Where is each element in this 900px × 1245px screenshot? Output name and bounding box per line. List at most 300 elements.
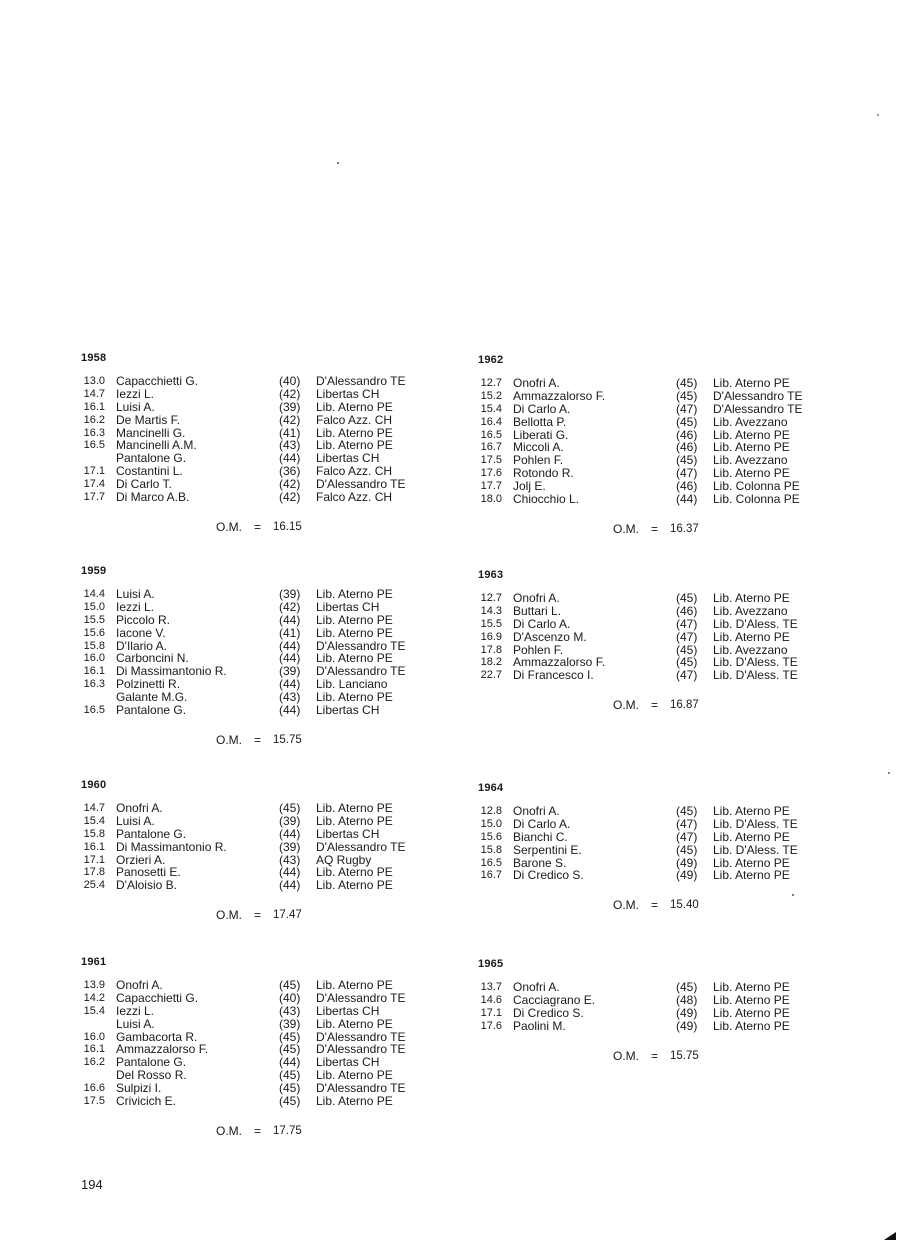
athlete-name: Pohlen F.: [513, 642, 564, 657]
club-name: D'Alessandro TE: [316, 990, 406, 1005]
athlete-name: Iezzi L.: [116, 386, 155, 401]
result-row: [81, 587, 393, 601]
birth-year: (46): [676, 427, 698, 442]
birth-year: (45): [279, 1029, 301, 1044]
season-1961: [81, 956, 406, 1138]
club-name: Lib. Aterno PE: [316, 865, 393, 880]
result-time: 17.6: [480, 1019, 502, 1032]
club-name: AQ Rugby: [316, 852, 372, 867]
birth-year: (45): [279, 1094, 301, 1109]
result-row: [81, 826, 380, 841]
result-time: 17.1: [480, 1006, 502, 1019]
birth-year: (45): [676, 655, 698, 670]
season-year: 1961: [81, 956, 107, 968]
athlete-name: Di Massimantonio R.: [116, 664, 227, 679]
average-value: 15.75: [670, 1049, 699, 1062]
athlete-name: Bellotta P.: [513, 414, 567, 429]
result-row: [81, 412, 393, 427]
club-name: D'Alessandro TE: [316, 638, 406, 653]
result-time: 15.8: [83, 827, 105, 840]
corner-mark: [884, 1232, 896, 1240]
club-name: Lib. Aterno PE: [316, 612, 393, 627]
birth-year: (44): [279, 703, 301, 718]
athlete-name: Costantini L.: [116, 464, 183, 479]
result-time: 22.7: [480, 669, 502, 682]
club-name: Lib. Aterno PE: [713, 466, 790, 481]
club-name: Lib. Aterno PE: [316, 1068, 393, 1083]
club-name: D'Alessandro TE: [316, 1029, 406, 1044]
club-name: Lib. Aterno PE: [316, 690, 393, 705]
athlete-name: Del Rosso R.: [116, 1068, 187, 1083]
result-time: 16.7: [480, 441, 502, 454]
season-average: [478, 1048, 699, 1063]
scan-speck: [877, 114, 879, 116]
club-name: Lib. Colonna PE: [713, 492, 800, 507]
result-time: 16.9: [480, 630, 502, 643]
club-name: Lib. D'Aless. TE: [713, 668, 798, 683]
result-row: [81, 865, 393, 880]
result-row: [81, 1016, 393, 1031]
club-name: Lib. Aterno PE: [713, 591, 790, 605]
result-row: [478, 816, 798, 831]
athlete-name: Onofri A.: [116, 801, 163, 815]
result-time: 17.7: [480, 480, 502, 493]
birth-year: (41): [279, 625, 301, 640]
birth-year: (47): [676, 616, 698, 631]
birth-year: (45): [279, 1081, 301, 1096]
scan-speck: [792, 894, 794, 896]
equals-sign: =: [651, 521, 659, 536]
result-row: [81, 978, 393, 992]
athlete-name: D'Ilario A.: [116, 638, 167, 653]
season-average: [478, 898, 699, 913]
club-name: Lib. Aterno PE: [713, 629, 790, 644]
result-row: [478, 427, 790, 442]
average-value: 16.37: [670, 522, 699, 535]
club-name: D'Alessandro TE: [316, 839, 406, 854]
athlete-name: Onofri A.: [513, 376, 560, 390]
athlete-name: Jolj E.: [513, 479, 546, 494]
season-1965: [478, 958, 790, 1063]
result-row: [478, 980, 790, 994]
result-time: 18.2: [480, 656, 502, 669]
birth-year: (45): [676, 804, 698, 818]
result-time: 16.4: [480, 415, 502, 428]
result-row: [81, 399, 393, 414]
athlete-name: De Martis F.: [116, 412, 181, 427]
result-row: [81, 664, 406, 679]
athlete-name: Iezzi L.: [116, 1003, 155, 1018]
club-name: Lib. Aterno PE: [316, 625, 393, 640]
birth-year: (42): [279, 412, 301, 427]
club-name: Lib. Aterno PE: [316, 1094, 393, 1109]
result-row: [81, 1094, 393, 1109]
club-name: Libertas CH: [316, 826, 380, 841]
athlete-name: Bianchi C.: [513, 829, 568, 844]
club-name: Lib. Aterno PE: [316, 978, 393, 992]
athlete-name: D'Ascenzo M.: [513, 629, 587, 644]
birth-year: (43): [279, 1003, 301, 1018]
result-row: [478, 492, 800, 507]
birth-year: (47): [676, 829, 698, 844]
result-time: 16.1: [83, 1043, 105, 1056]
club-name: D'Alessandro TE: [316, 374, 406, 388]
result-row: [478, 466, 790, 481]
equals-sign: =: [254, 732, 262, 747]
athlete-name: Pantalone G.: [116, 1055, 187, 1070]
average-label: O.M.: [613, 521, 639, 536]
birth-year: (44): [676, 492, 698, 507]
birth-year: (44): [279, 451, 301, 466]
result-row: [81, 852, 372, 867]
athlete-name: Di Massimantonio R.: [116, 839, 227, 854]
club-name: Libertas CH: [316, 703, 380, 718]
club-name: D'Alessandro TE: [316, 664, 406, 679]
result-row: [478, 453, 788, 468]
athlete-name: Serpentini E.: [513, 842, 582, 857]
club-name: Lib. Aterno PE: [713, 427, 790, 442]
season-average: [81, 732, 302, 747]
club-name: D'Alessandro TE: [713, 388, 803, 403]
athlete-name: Luisi A.: [116, 587, 155, 601]
result-row: [478, 655, 798, 670]
average-value: 16.15: [273, 520, 302, 533]
equals-sign: =: [254, 519, 262, 534]
result-time: 15.8: [480, 843, 502, 856]
club-name: Lib. Aterno PE: [316, 438, 393, 453]
athlete-name: Miccoli A.: [513, 440, 564, 455]
result-time: 16.7: [480, 869, 502, 882]
birth-year: (45): [279, 801, 301, 815]
result-time: 14.7: [83, 802, 105, 814]
average-label: O.M.: [613, 898, 639, 913]
athlete-name: Luisi A.: [116, 1016, 155, 1031]
average-value: 15.75: [273, 733, 302, 746]
result-row: [81, 612, 393, 627]
result-time: 16.1: [83, 665, 105, 678]
birth-year: (39): [279, 399, 301, 414]
athlete-name: Iacone V.: [116, 625, 166, 640]
club-name: Lib. Aterno PE: [316, 801, 393, 815]
result-time: 12.8: [480, 805, 502, 817]
equals-sign: =: [254, 908, 262, 923]
result-row: [81, 801, 393, 815]
result-row: [81, 1068, 393, 1083]
athlete-name: Onofri A.: [513, 804, 560, 818]
athlete-name: Di Carlo A.: [513, 401, 571, 416]
birth-year: (41): [279, 425, 301, 440]
club-name: Lib. Aterno PE: [713, 804, 790, 818]
season-year: 1962: [478, 354, 504, 366]
athlete-name: Onofri A.: [513, 980, 560, 994]
club-name: Lib. Aterno PE: [713, 1018, 790, 1033]
athlete-name: Di Francesco I.: [513, 668, 594, 683]
birth-year: (43): [279, 438, 301, 453]
athlete-name: Pantalone G.: [116, 826, 187, 841]
birth-year: (39): [279, 587, 301, 601]
club-name: Lib. D'Aless. TE: [713, 655, 798, 670]
birth-year: (48): [676, 992, 698, 1007]
club-name: Falco Azz. CH: [316, 464, 393, 479]
result-row: [478, 414, 788, 429]
result-row: [81, 1029, 406, 1044]
result-row: [478, 401, 803, 416]
athlete-name: Pohlen F.: [513, 453, 564, 468]
result-row: [478, 616, 798, 631]
page-number: 194: [81, 1177, 103, 1192]
birth-year: (45): [279, 1068, 301, 1083]
result-time: 18.0: [480, 493, 502, 506]
result-time: 16.3: [83, 678, 105, 691]
result-time: 25.4: [83, 879, 105, 892]
result-row: [81, 386, 380, 401]
club-name: Lib. Avezzano: [713, 453, 788, 468]
athlete-name: Capacchietti G.: [116, 374, 199, 388]
birth-year: (45): [676, 414, 698, 429]
birth-year: (44): [279, 651, 301, 666]
result-time: 15.4: [83, 1004, 105, 1017]
average-label: O.M.: [216, 908, 242, 923]
athlete-name: Carboncini N.: [116, 651, 189, 666]
result-time: 15.5: [480, 617, 502, 630]
result-row: [81, 1081, 406, 1096]
result-row: [81, 490, 393, 505]
average-label: O.M.: [613, 698, 639, 713]
birth-year: (49): [676, 855, 698, 870]
result-row: [478, 642, 788, 657]
result-row: [81, 464, 393, 479]
result-time: 14.2: [83, 991, 105, 1004]
birth-year: (47): [676, 668, 698, 683]
result-time: 15.4: [83, 814, 105, 827]
equals-sign: =: [651, 698, 659, 713]
athlete-name: Gambacorta R.: [116, 1029, 198, 1044]
result-time: 15.6: [83, 626, 105, 639]
equals-sign: =: [254, 1123, 262, 1138]
birth-year: (42): [279, 599, 301, 614]
athlete-name: Di Carlo A.: [513, 816, 571, 831]
result-time: 16.1: [83, 400, 105, 413]
result-time: 15.6: [480, 830, 502, 843]
club-name: Lib. Avezzano: [713, 603, 788, 618]
result-time: 13.7: [480, 981, 502, 993]
season-1962: [478, 354, 803, 536]
club-name: Falco Azz. CH: [316, 412, 393, 427]
season-average: [81, 908, 302, 923]
club-name: Lib. Aterno PE: [713, 829, 790, 844]
result-time: 17.6: [480, 467, 502, 480]
birth-year: (39): [279, 664, 301, 679]
result-time: 16.3: [83, 426, 105, 439]
club-name: Lib. Avezzano: [713, 414, 788, 429]
athlete-name: Di Credico S.: [513, 1005, 584, 1020]
birth-year: (47): [676, 629, 698, 644]
result-time: 15.5: [83, 613, 105, 626]
birth-year: (45): [279, 978, 301, 992]
result-time: 16.0: [83, 1030, 105, 1043]
result-row: [478, 868, 790, 883]
athlete-name: Capacchietti G.: [116, 990, 199, 1005]
result-time: 17.1: [83, 853, 105, 866]
athlete-name: Onofri A.: [513, 591, 560, 605]
result-row: [478, 804, 790, 818]
athlete-name: Barone S.: [513, 855, 567, 870]
average-value: 15.40: [670, 899, 699, 912]
result-time: 15.2: [480, 389, 502, 402]
birth-year: (44): [279, 826, 301, 841]
birth-year: (40): [279, 374, 301, 388]
athlete-name: Orzieri A.: [116, 852, 166, 867]
birth-year: (46): [676, 603, 698, 618]
club-name: Lib. Aterno PE: [713, 868, 790, 883]
result-row: [478, 629, 790, 644]
result-time: 17.7: [83, 491, 105, 504]
season-average: [81, 519, 302, 534]
club-name: Lib. Aterno PE: [713, 855, 790, 870]
club-name: Lib. D'Aless. TE: [713, 842, 798, 857]
result-row: [81, 990, 406, 1005]
athlete-name: Panosetti E.: [116, 865, 181, 880]
birth-year: (42): [279, 386, 301, 401]
result-row: [81, 878, 393, 893]
result-time: 15.4: [480, 402, 502, 415]
club-name: Libertas CH: [316, 451, 380, 466]
average-value: 16.87: [670, 699, 699, 712]
result-row: [81, 690, 393, 705]
athlete-name: Buttari L.: [513, 603, 562, 618]
club-name: Lib. Avezzano: [713, 642, 788, 657]
club-name: Lib. D'Aless. TE: [713, 816, 798, 831]
athlete-name: D'Aloisio B.: [116, 878, 177, 893]
club-name: Lib. Aterno PE: [316, 587, 393, 601]
result-row: [478, 668, 798, 683]
club-name: Lib. Aterno PE: [713, 992, 790, 1007]
birth-year: (46): [676, 479, 698, 494]
club-name: Lib. Aterno PE: [316, 1016, 393, 1031]
birth-year: (44): [279, 865, 301, 880]
result-row: [81, 374, 406, 388]
birth-year: (45): [676, 642, 698, 657]
result-time: 16.5: [83, 439, 105, 452]
season-1959: [81, 565, 406, 747]
result-row: [81, 813, 393, 828]
result-row: [81, 451, 380, 466]
result-time: 14.7: [83, 387, 105, 400]
athlete-name: Mancinelli G.: [116, 425, 186, 440]
club-name: Lib. Lanciano: [316, 677, 388, 692]
athlete-name: Mancinelli A.M.: [116, 438, 197, 453]
average-label: O.M.: [216, 1123, 242, 1138]
season-year: 1960: [81, 779, 107, 791]
athlete-name: Cacciagrano E.: [513, 992, 596, 1007]
club-name: Libertas CH: [316, 599, 380, 614]
birth-year: (44): [279, 638, 301, 653]
athlete-name: Luisi A.: [116, 813, 155, 828]
club-name: Lib. Aterno PE: [316, 813, 393, 828]
birth-year: (39): [279, 1016, 301, 1031]
athlete-name: Ammazzalorso F.: [513, 655, 606, 670]
athlete-name: Onofri A.: [116, 978, 163, 992]
result-time: 16.6: [83, 1082, 105, 1095]
average-value: 17.47: [273, 909, 302, 922]
club-name: D'Alessandro TE: [316, 1081, 406, 1096]
season-1963: [478, 569, 798, 713]
season-year: 1964: [478, 782, 504, 794]
club-name: Lib. Aterno PE: [316, 878, 393, 893]
club-name: Lib. Aterno PE: [316, 651, 393, 666]
athlete-name: Crivicich E.: [116, 1094, 177, 1109]
result-time: 14.4: [83, 588, 105, 600]
birth-year: (42): [279, 490, 301, 505]
result-row: [478, 829, 790, 844]
club-name: Libertas CH: [316, 1055, 380, 1070]
result-row: [81, 1003, 380, 1018]
season-average: [478, 521, 699, 536]
club-name: D'Alessandro TE: [316, 1042, 406, 1057]
birth-year: (44): [279, 1055, 301, 1070]
birth-year: (44): [279, 677, 301, 692]
birth-year: (39): [279, 839, 301, 854]
birth-year: (44): [279, 612, 301, 627]
athlete-name: Polzinetti R.: [116, 677, 181, 692]
athlete-name: Luisi A.: [116, 399, 155, 414]
birth-year: (47): [676, 401, 698, 416]
result-time: 15.0: [480, 817, 502, 830]
season-year: 1958: [81, 352, 107, 364]
result-time: 15.0: [83, 600, 105, 613]
result-row: [81, 1055, 380, 1070]
season-average: [81, 1123, 302, 1138]
athlete-name: Piccolo R.: [116, 612, 171, 627]
birth-year: (49): [676, 1005, 698, 1020]
season-average: [478, 698, 699, 713]
season-year: 1959: [81, 565, 107, 577]
result-time: 17.1: [83, 465, 105, 478]
birth-year: (45): [676, 376, 698, 390]
result-row: [81, 651, 393, 666]
result-row: [81, 599, 380, 614]
average-value: 17.75: [273, 1124, 302, 1137]
result-time: 17.5: [480, 454, 502, 467]
athlete-name: Pantalone G.: [116, 703, 187, 718]
result-row: [478, 479, 800, 494]
athlete-name: Di Carlo A.: [513, 616, 571, 631]
birth-year: (42): [279, 477, 301, 492]
result-time: 12.7: [480, 377, 502, 389]
result-row: [478, 376, 790, 390]
athlete-name: Rotondo R.: [513, 466, 574, 481]
result-time: 17.8: [83, 866, 105, 879]
result-row: [81, 438, 393, 453]
birth-year: (36): [279, 464, 301, 479]
birth-year: (47): [676, 816, 698, 831]
result-row: [478, 992, 790, 1007]
birth-year: (49): [676, 1018, 698, 1033]
result-time: 16.5: [480, 428, 502, 441]
season-1964: [478, 782, 798, 913]
result-row: [478, 1018, 790, 1033]
club-name: Falco Azz. CH: [316, 490, 393, 505]
club-name: D'Alessandro TE: [713, 401, 803, 416]
birth-year: (45): [676, 388, 698, 403]
result-time: 13.0: [83, 375, 105, 387]
scan-speck: [888, 772, 890, 774]
result-time: 16.0: [83, 652, 105, 665]
result-time: 16.2: [83, 413, 105, 426]
birth-year: (40): [279, 990, 301, 1005]
athlete-name: Pantalone G.: [116, 451, 187, 466]
result-row: [81, 477, 406, 492]
